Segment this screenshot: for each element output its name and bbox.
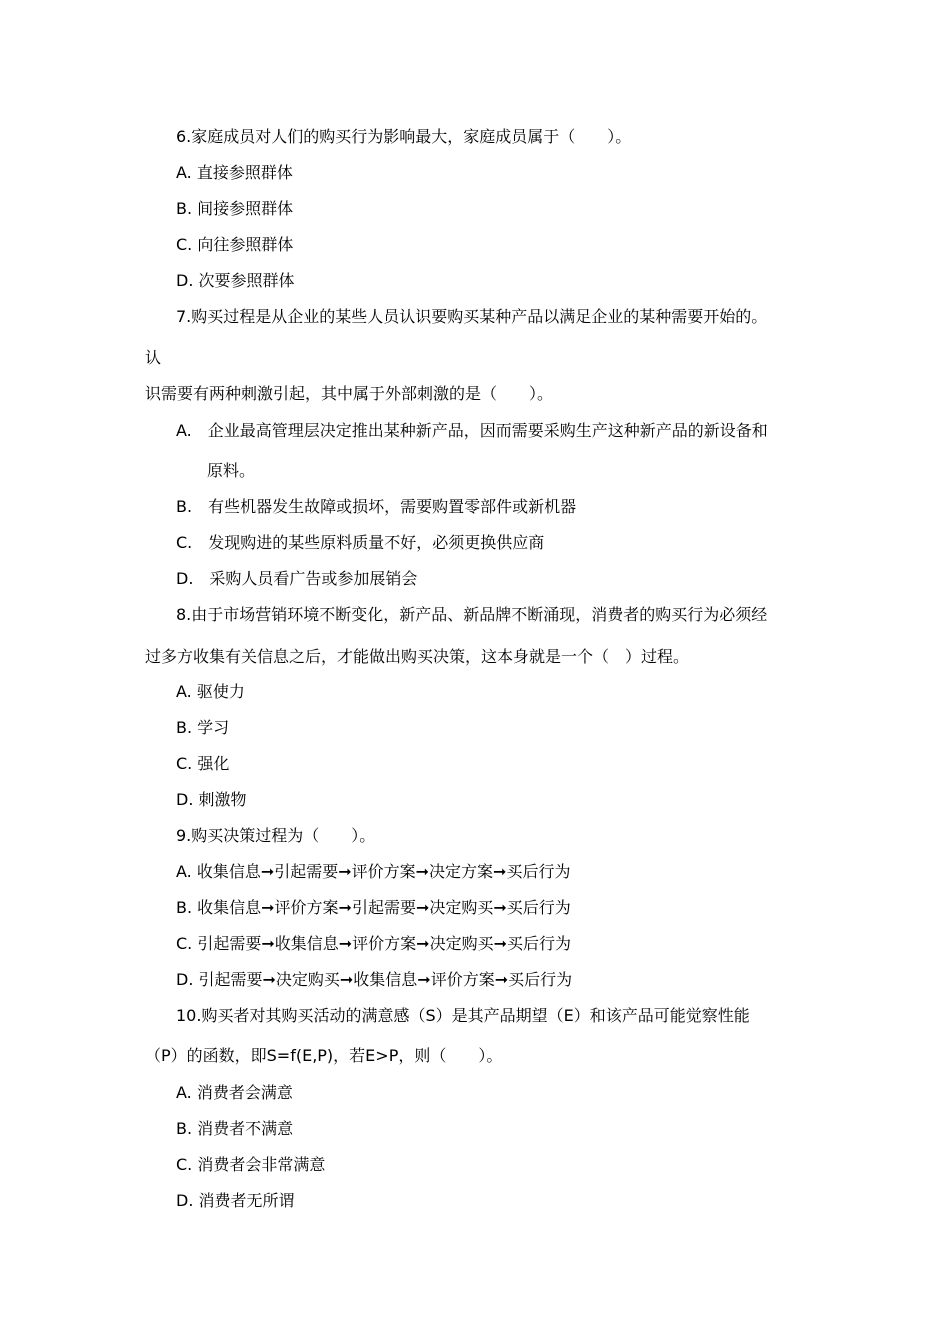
question-8-option-c: C. 强化 — [176, 754, 230, 773]
question-9-option-a: A. 收集信息➞引起需要➞评价方案➞决定方案➞买后行为 — [176, 862, 571, 881]
question-6-stem: 6.家庭成员对人们的购买行为影响最大，家庭成员属于（ ）。 — [176, 127, 632, 146]
question-8-option-d: D. 刺激物 — [176, 790, 247, 809]
question-10-option-d: D. 消费者无所谓 — [176, 1191, 295, 1210]
question-10-option-b: B. 消费者不满意 — [176, 1119, 294, 1138]
question-9-option-d: D. 引起需要➞决定购买➞收集信息➞评价方案➞买后行为 — [176, 970, 573, 989]
question-9-stem: 9.购买决策过程为（ ）。 — [176, 826, 376, 845]
question-9-option-c: C. 引起需要➞收集信息➞评价方案➞决定购买➞买后行为 — [176, 934, 571, 953]
question-10-stem-line-1: 10.购买者对其购买活动的满意感（S）是其产品期望（E）和该产品可能觉察性能 — [176, 1006, 750, 1025]
question-8-option-a: A. 驱使力 — [176, 682, 245, 701]
question-10-option-c: C. 消费者会非常满意 — [176, 1155, 326, 1174]
question-7-stem-line-1: 7.购买过程是从企业的某些人员认识要购买某种产品以满足企业的某种需要开始的。 — [176, 307, 768, 326]
question-10-option-a: A. 消费者会满意 — [176, 1083, 293, 1102]
question-7-stem-line-2: 认 — [145, 348, 162, 367]
question-8-option-b: B. 学习 — [176, 718, 230, 737]
question-9-option-b: B. 收集信息➞评价方案➞引起需要➞决定购买➞买后行为 — [176, 898, 571, 917]
question-7-option-a-continuation: 原料。 — [207, 461, 256, 480]
question-7-option-b: B. 有些机器发生故障或损坏，需要购置零部件或新机器 — [176, 497, 577, 516]
question-6-option-a: A. 直接参照群体 — [176, 163, 293, 182]
question-6-option-b: B. 间接参照群体 — [176, 199, 294, 218]
question-10-stem-line-2: （P）的函数，即S=f(E,P)，若E>P，则（ ）。 — [145, 1046, 503, 1065]
question-8-stem-line-1: 8.由于市场营销环境不断变化，新产品、新品牌不断涌现，消费者的购买行为必须经 — [176, 605, 768, 624]
question-7-option-a: A. 企业最高管理层决定推出某种新产品，因而需要采购生产这种新产品的新设备和 — [176, 421, 768, 440]
question-6-option-d: D. 次要参照群体 — [176, 271, 295, 290]
question-8-stem-line-2: 过多方收集有关信息之后，才能做出购买决策，这本身就是一个（ ）过程。 — [145, 647, 690, 666]
question-6-option-c: C. 向往参照群体 — [176, 235, 294, 254]
question-7-stem-line-3: 识需要有两种刺激引起，其中属于外部刺激的是（ ）。 — [145, 384, 554, 403]
question-7-option-d: D. 采购人员看广告或参加展销会 — [176, 569, 418, 588]
question-7-option-c: C. 发现购进的某些原料质量不好，必须更换供应商 — [176, 533, 545, 552]
